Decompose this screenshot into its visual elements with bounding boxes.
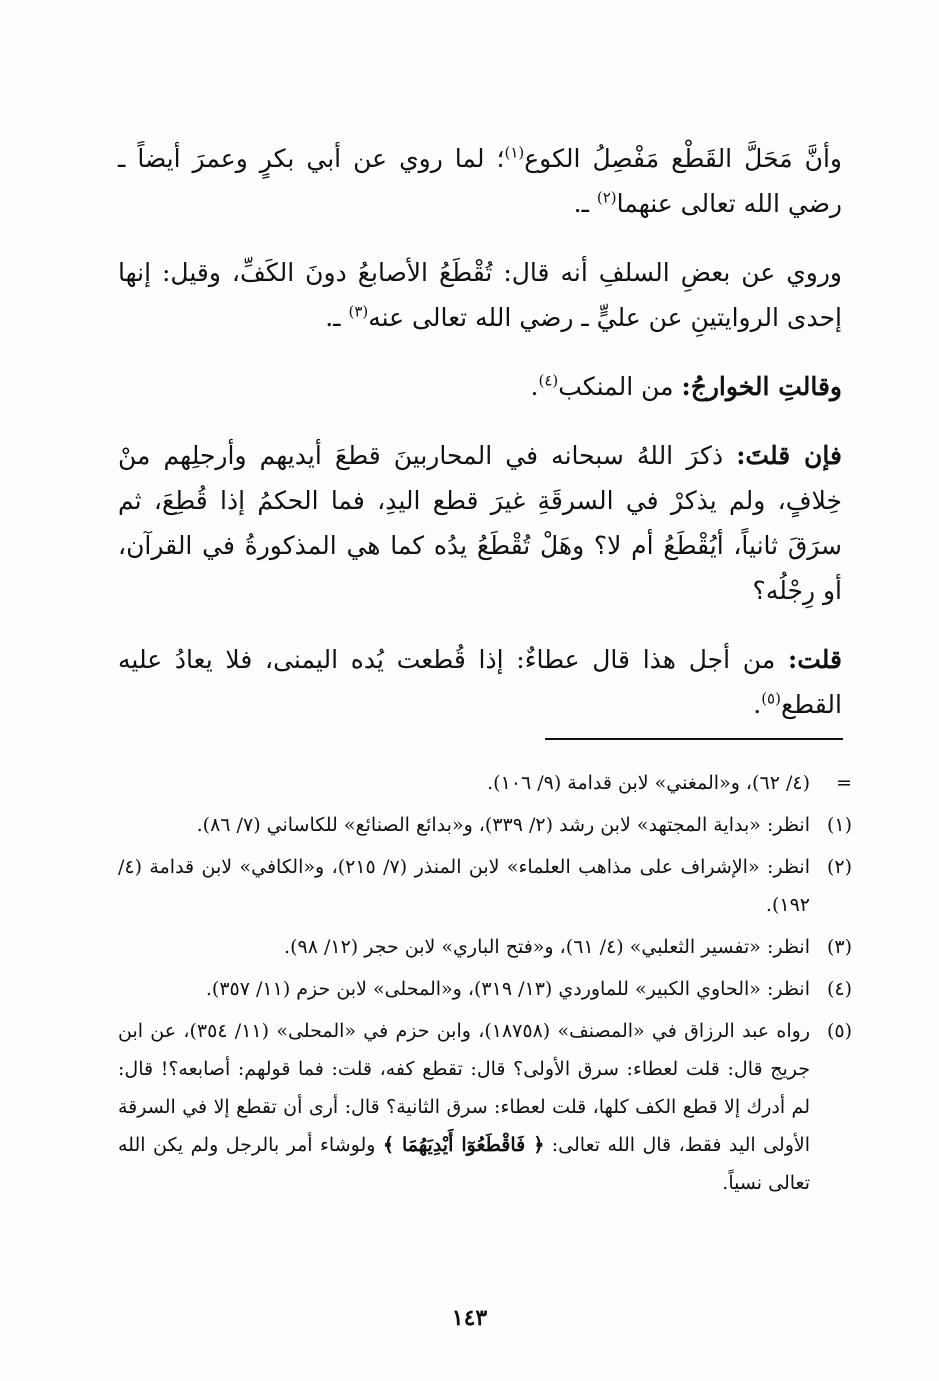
footnote-ref-2[interactable]: (٢) <box>596 188 617 207</box>
footnote-number: (٤) <box>826 978 852 1000</box>
footnote-3 <box>118 928 852 966</box>
p3-text-b: . <box>530 372 539 401</box>
footnote-5 <box>118 1012 852 1202</box>
p1-text-c: ـ. <box>573 189 597 218</box>
paragraph-3 <box>118 364 842 409</box>
footnote-continuation-text: (٤/ ٦٢)، و«المغني» لابن قدامة (٩/ ١٠٦). <box>487 772 810 794</box>
p5-lead: قلت: <box>787 645 842 674</box>
p5-text-b: . <box>753 690 762 719</box>
footnote-text <box>118 1012 810 1202</box>
footnote-ref-3[interactable]: (٣) <box>348 302 369 321</box>
quran-quote: ﴿ فَاقْطَعُوٓا أَيْدِيَهُمَا ﴾ <box>382 1134 545 1156</box>
footnote-5-body: رواه عبد الرزاق في «المصنف» (١٨٧٥٨)، وابن حزم في «المحلى» (١١/ ٣٥٤)، عن ابن جريج قال: قلت لعطاء: سرق الأولى؟ قال: تقطع كفه، قلت: فما قولهم: أصابعه؟! قال: لم أدرك إلا قطع الكف كلها، قلت لعطاء: سرق الثانية؟ قال: أرى أن تقطع إلا في السرقة الأولى اليد فقط، قال الله تعالى: <box>118 1020 811 1156</box>
footnote-ref-1[interactable]: (١) <box>504 143 525 162</box>
paragraph-2 <box>118 250 842 340</box>
footnote-ref-5[interactable]: (٥) <box>761 689 781 708</box>
footnotes <box>118 764 852 1206</box>
footnote-1 <box>118 806 852 844</box>
page-number: ١٤٣ <box>451 1305 488 1331</box>
p3-text-a: من المنكب <box>558 372 682 401</box>
p4-lead: فإن قلتَ: <box>736 441 842 470</box>
footnote-continuation <box>118 764 852 802</box>
p2-text-a: وروي عن بعضِ السلفِ أنه قال: تُقْطَعُ الأصابعُ دونَ الكَفِّ، وقيل: إنها إحدى الروايتينِ عن عليٍّ ـ رضي الله تعالى عنه <box>118 258 842 332</box>
footnote-number: (٥) <box>826 1020 852 1042</box>
p3-lead: وقالتِ الخوارجُ: <box>681 372 842 401</box>
p5-text-a: من أجل هذا قال عطاءٌ: إذا قُطعت يُده اليمنى، فلا يعادُ عليه القطع <box>118 645 842 719</box>
footnote-5-tail: ولوشاء أمر بالرجل ولم يكن الله تعالى نسياً. <box>118 1134 810 1194</box>
footnote-text: انظر: «بداية المجتهد» لابن رشد (٢/ ٣٣٩)، و«بدائع الصنائع» للكاساني (٧/ ٨٦). <box>196 814 810 836</box>
footnote-text: انظر: «تفسير الثعلبي» (٤/ ٦١)، و«فتح الباري» لابن حجر (١٢/ ٩٨). <box>284 936 810 958</box>
paragraph-4 <box>118 433 842 613</box>
footnote-number: (٢) <box>826 856 852 878</box>
p4-text-a: ذكرَ اللهُ سبحانه في المحاربينَ قطعَ أيديهم وأرجلِهم منْ خِلافٍ، ولم يذكرْ في السرقَةِ غيرَ قطع اليدِ، فما الحكمُ إذا قُطِعَ، ثم سرَقَ ثانياً، أيُقْطَعُ أم لا؟ وهَلْ تُقْطَعُ يدُه كما هي المذكورةُ في القرآن، أو رِجْلُه؟ <box>118 441 842 605</box>
p1-text-b: ؛ لما روي عن أبي بكرٍ وعمرَ أيضاً ـ رضي الله تعالى عنهما <box>118 144 842 218</box>
footnote-ref-4[interactable]: (٤) <box>538 371 559 390</box>
footnote-number: (٣) <box>826 936 852 958</box>
footnote-text: انظر: «الحاوي الكبير» للماوردي (١٣/ ٣١٩)، و«المحلى» لابن حزم (١١/ ٣٥٧). <box>205 978 810 1000</box>
footnote-2 <box>118 848 852 924</box>
paragraph-5 <box>118 637 842 727</box>
footnote-4 <box>118 970 852 1008</box>
footnote-continuation-marker: = <box>836 772 852 794</box>
paragraph-1 <box>118 136 842 226</box>
main-text <box>118 136 842 751</box>
footnote-text: انظر: «الإشراف على مذاهب العلماء» لابن المنذر (٧/ ٢١٥)، و«الكافي» لابن قدامة (٤/ ١٩٢). <box>118 856 810 916</box>
p1-text-a: وأنَّ مَحَلَّ القَطْع مَفْصِلُ الكوع <box>524 144 842 173</box>
footnote-separator <box>545 738 843 740</box>
p2-text-b: ـ. <box>325 303 349 332</box>
footnote-number: (١) <box>826 814 852 836</box>
